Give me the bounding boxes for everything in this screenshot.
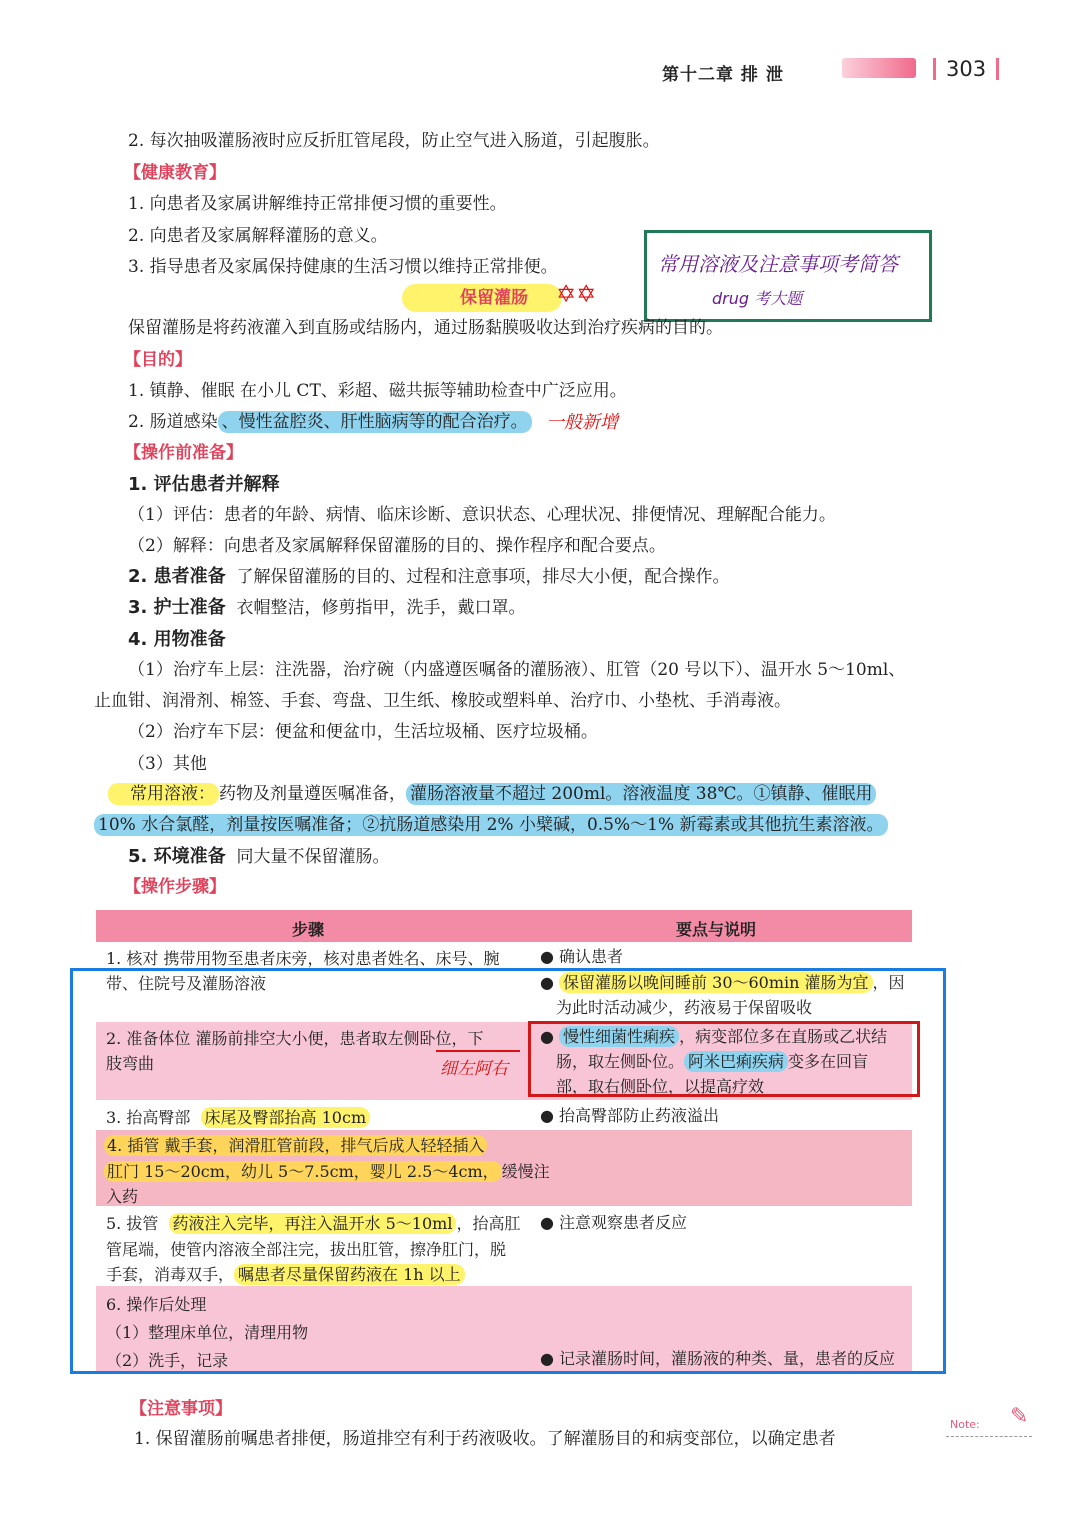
table-cell: 管尾端，使管内溶液全部注完，拔出肛管，擦净肛门，脱 (106, 1240, 507, 1259)
purpose-2-highlight: 、慢性盆腔炎、肝性脑病等的配合治疗。 (218, 411, 532, 433)
table-cell: 部，取右侧卧位，以提高疗效 (556, 1077, 765, 1096)
annotation-purpose: 一般新增 (546, 412, 618, 433)
table-cell-text: 记录灌肠时间，灌肠液的种类、量，患者的反应 (559, 1349, 896, 1368)
section-heading-steps: 【操作步骤】 (124, 877, 226, 897)
body-line: 2. 每次抽吸灌肠液时应反折肛管尾段，防止空气进入肠道，引起腹胀。 (128, 131, 660, 151)
body-line: （3）其他 (128, 754, 207, 774)
section-title-retention: 保留灌肠 (460, 288, 528, 308)
header-pink-bar (842, 58, 916, 78)
table-header-points: 要点与说明 (676, 920, 757, 939)
body-line: 止血钳、润滑剂、棉签、手套、弯盘、卫生纸、橡胶或塑料单、治疗巾、小垫枕、手消毒液。 (94, 691, 791, 711)
pencil-icon: ✎ (1010, 1404, 1029, 1429)
body-line: （1）评估：患者的年龄、病情、临床诊断、意识状态、心理状况、排便情况、理解配合能力。 (128, 505, 836, 525)
common-solution-line-2 (94, 814, 888, 836)
common-solution-text-b: 灌肠溶液量不超过 200ml。溶液温度 38℃。①镇静、催眠用 (406, 783, 876, 805)
body-line: （2）治疗车下层：便盆和便盆巾，生活垃圾桶、医疗垃圾桶。 (128, 722, 598, 742)
table-cell-text: ，因 (872, 973, 905, 992)
table-highlight: 慢性细菌性痢疾 (559, 1026, 679, 1047)
table-cell: 6. 操作后处理 (106, 1295, 207, 1314)
table-cell: 1. 核对 携带用物至患者床旁，核对患者姓名、床号、腕 (106, 949, 500, 968)
table-highlight: 4. 插管 戴手套，润滑肛管前段，排气后成人轻轻插入 (104, 1135, 487, 1156)
prep-3-text: 衣帽整洁，修剪指甲，洗手，戴口罩。 (236, 598, 526, 618)
star-marks: ✡✡ (556, 280, 597, 308)
common-solution-text-c: 10% 水合氯醛，剂量按医嘱准备；②抗肠道感染用 2% 小檗碱，0.5%～1% 新霉素或其他抗生素溶液。 (94, 814, 888, 836)
body-line (128, 411, 532, 433)
purpose-2-start: 2. 肠道感染 (128, 412, 218, 432)
table-cell-text: 变多在回盲 (788, 1052, 869, 1071)
body-line: （1）治疗车上层：注洗器，治疗碗（内盛遵医嘱备的灌肠液）、肛管（20 号以下）、温开水 5～10ml、 (128, 660, 906, 680)
common-solution-text-a: 药物及剂量遵医嘱准备， (219, 784, 406, 804)
table-cell: 肢弯曲 (106, 1054, 155, 1073)
header-divider-left (933, 58, 936, 80)
prep-heading-1: 1. 评估患者并解释 (128, 474, 280, 495)
note-label: Note: (950, 1418, 980, 1431)
table-cell: 入药 (106, 1187, 139, 1206)
table-cell-text: 注意观察患者反应 (559, 1213, 688, 1232)
table-header-step: 步骤 (292, 920, 325, 939)
annotation-position: 细左阿右 (440, 1059, 508, 1079)
body-line: （2）解释：向患者及家属解释保留灌肠的目的、操作程序和配合要点。 (128, 536, 666, 556)
prep-2-text: 了解保留灌肠的目的、过程和注意事项，排尽大小便，配合操作。 (236, 567, 730, 587)
table-cell-text: 5. 拔管 (106, 1214, 159, 1233)
body-line: 1. 保留灌肠前嘱患者排便，肠道排空有利于药液吸收。了解灌肠目的和病变部位，以确定患者 (134, 1429, 836, 1449)
body-line: 保留灌肠是将药液灌入到直肠或结肠内，通过肠黏膜吸收达到治疗疾病的目的。 (128, 318, 723, 338)
table-cell: 带、住院号及灌肠溶液 (106, 974, 267, 993)
header-divider-right (996, 58, 999, 80)
body-line: 3. 指导患者及家属保持健康的生活习惯以维持正常排便。 (128, 257, 558, 277)
table-cell: （1）整理床单位，清理用物 (106, 1323, 309, 1342)
table-cell-text: 3. 抬高臀部 (106, 1108, 191, 1127)
table-cell: ● 保留灌肠以晚间睡前 30～60min 灌肠为宜 ，因 (540, 973, 905, 992)
table-highlight: 嘱患者尽量保留药液在 1h 以上 (234, 1264, 465, 1285)
common-solution-line-1 (108, 783, 876, 805)
table-cell: 2. 准备体位 灌肠前排空大小便，患者取左侧卧位，下 (106, 1029, 484, 1048)
prep-5-text: 同大量不保留灌肠。 (236, 847, 390, 867)
table-cell-text: 确认患者 (559, 947, 624, 966)
table-cell: （2）洗手，记录 (106, 1351, 229, 1370)
table-highlight: 肛门 15～20cm，幼儿 5～7.5cm，婴儿 2.5～4cm， (104, 1161, 502, 1182)
table-cell: ● 记录灌肠时间，灌肠液的种类、量，患者的反应 (540, 1349, 896, 1368)
annotation-green-text: 常用溶液及注意事项考简答 (658, 252, 898, 276)
common-solution-label: 常用溶液： (108, 783, 219, 805)
prep-3-line (128, 597, 525, 619)
table-highlight: 阿米巴痢疾病 (684, 1051, 788, 1072)
table-cell: ● 注意观察患者反应 (540, 1213, 688, 1232)
table-cell: ● 慢性细菌性痢疾 ，病变部位多在直肠或乙状结 (540, 1027, 888, 1046)
table-highlight: 药液注入完毕，再注入温开水 5～10ml (169, 1213, 457, 1234)
body-line: 1. 向患者及家属讲解维持正常排便习惯的重要性。 (128, 194, 507, 214)
table-cell: 为此时活动减少，药液易于保留吸收 (556, 998, 813, 1017)
prep-5-line (128, 846, 389, 868)
prep-heading-4: 4. 用物准备 (128, 629, 226, 650)
table-highlight: 保留灌肠以晚间睡前 30～60min 灌肠为宜 (559, 972, 873, 993)
annotation-green-sub: drug 考大题 (712, 289, 803, 308)
section-heading-notes: 【注意事项】 (130, 1399, 232, 1419)
prep-heading-3: 3. 护士准备 (128, 597, 226, 618)
prep-2-line (128, 566, 729, 588)
table-cell: ● 抬高臀部防止药液溢出 (540, 1106, 720, 1125)
table-cell-text: ，抬高肛 (456, 1214, 521, 1233)
chapter-title: 第十二章 排 泄 (662, 65, 784, 85)
section-heading-health: 【健康教育】 (124, 163, 226, 183)
table-header (96, 910, 912, 942)
page-number: 303 (946, 57, 987, 81)
body-line: 1. 镇静、催眠 在小儿 CT、彩超、磁共振等辅助检查中广泛应用。 (128, 381, 627, 401)
section-heading-purpose: 【目的】 (124, 350, 192, 370)
table-cell-text: 肠，取左侧卧位。 (556, 1052, 685, 1071)
prep-heading-5: 5. 环境准备 (128, 846, 226, 867)
table-cell: ● 确认患者 (540, 947, 624, 966)
table-cell-text: 抬高臀部防止药液溢出 (559, 1106, 720, 1125)
table-cell-text: 手套，消毒双手， (106, 1265, 235, 1284)
annotation-box-red (528, 1021, 920, 1097)
prep-heading-2: 2. 患者准备 (128, 566, 226, 587)
table-highlight: 床尾及臀部抬高 10cm (201, 1107, 371, 1128)
note-line (946, 1436, 1032, 1438)
section-heading-prep: 【操作前准备】 (124, 443, 243, 463)
table-cell-text: ，病变部位多在直肠或乙状结 (679, 1027, 888, 1046)
body-line: 2. 向患者及家属解释灌肠的意义。 (128, 226, 388, 246)
table-cell-text: 缓慢注 (501, 1162, 550, 1181)
